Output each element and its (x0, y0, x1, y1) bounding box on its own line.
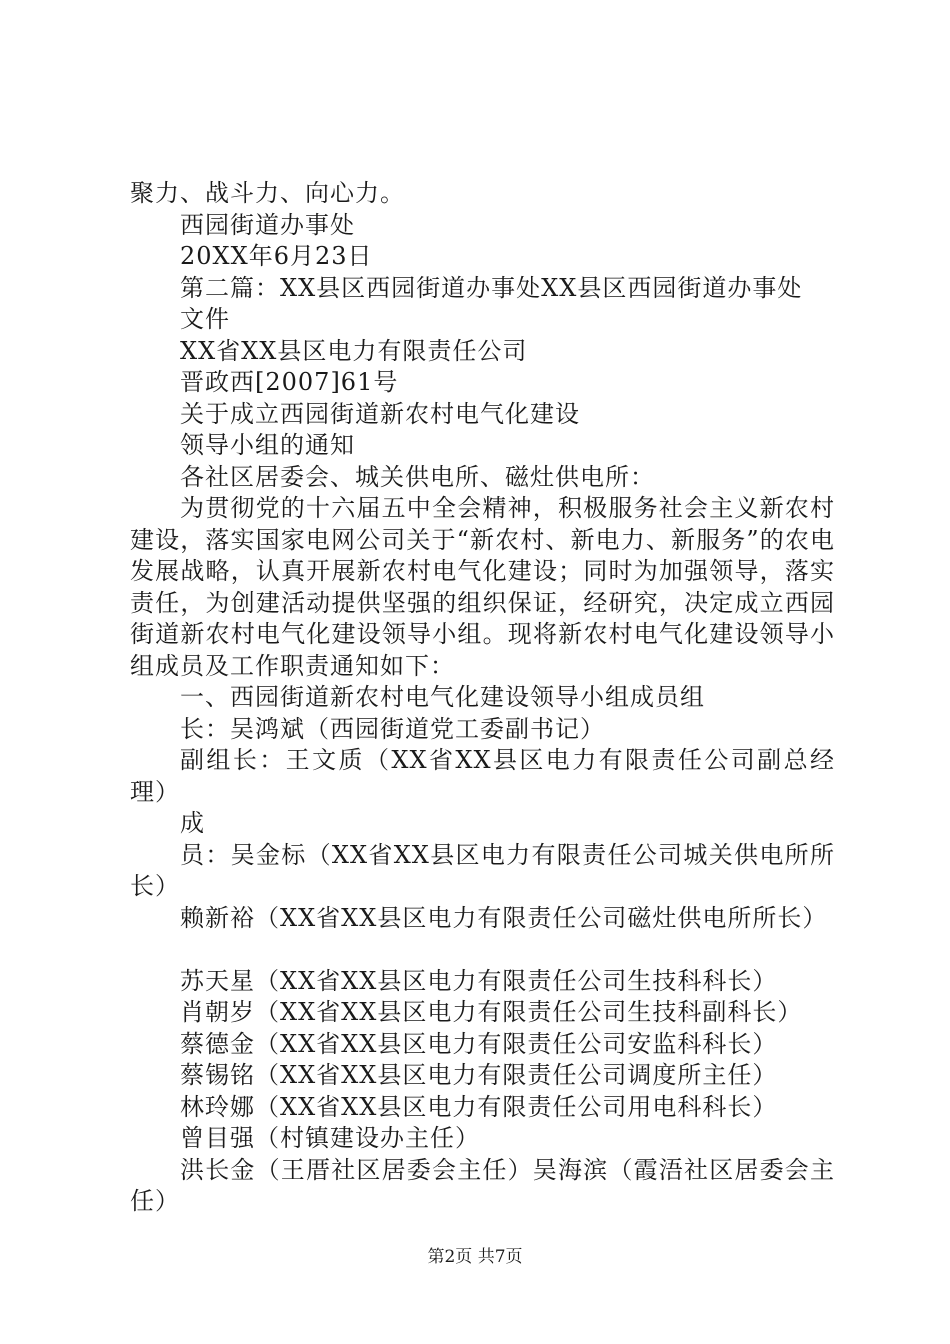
paragraph: 成 (180, 809, 205, 837)
page-footer: 第2页 共7页 (427, 1247, 523, 1267)
paragraph: 赖新裕（XX省XX县区电力有限责任公司磁灶供电所所长） (180, 903, 828, 932)
paragraph: 文件 (180, 305, 230, 333)
blank-line (130, 934, 835, 966)
paragraph: 长：吴鸿斌（西园街道党工委副书记） (180, 714, 605, 743)
paragraph: 20XX年6月23日 (180, 242, 373, 270)
paragraph: 蔡德金（XX省XX县区电力有限责任公司安监科科长） (180, 1029, 778, 1058)
paragraph: 关于成立西园街道新农村电气化建设 (180, 399, 580, 428)
paragraph: XX省XX县区电力有限责任公司 (180, 336, 528, 365)
paragraph: 洪长金（王厝社区居委会主任）吴海滨（霞浯社区居委会主任） (130, 1155, 835, 1215)
paragraph: 员：吴金标（XX省XX县区电力有限责任公司城关供电所所长） (130, 840, 835, 900)
paragraph: 一、西园街道新农村电气化建设领导小组成员组 (180, 683, 705, 711)
paragraph: 林玲娜（XX省XX县区电力有限责任公司用电科科长） (180, 1092, 778, 1121)
paragraph: 领导小组的通知 (180, 431, 355, 459)
paragraph: 蔡锡铭（XX省XX县区电力有限责任公司调度所主任） (180, 1061, 778, 1089)
paragraph: 苏天星（XX省XX县区电力有限责任公司生技科科长） (180, 966, 778, 995)
paragraph: 聚力、战斗力、向心力。 (130, 179, 405, 207)
paragraph: 肖朝岁（XX省XX县区电力有限责任公司生技科副科长） (180, 998, 803, 1026)
paragraph: 晋政西[2007]61号 (180, 368, 399, 396)
paragraph: 第二篇：XX县区西园街道办事处XX县区西园街道办事处 (180, 273, 803, 302)
paragraph: 西园街道办事处 (180, 210, 355, 239)
paragraph: 各社区居委会、城关供电所、磁灶供电所： (180, 462, 655, 491)
paragraph: 曾目强（村镇建设办主任） (180, 1124, 480, 1152)
document-body (130, 178, 835, 1218)
paragraph: 为贯彻党的十六届五中全会精神，积极服务社会主义新农村建设，落实国家电网公司关于“新农村、新电力、新服务”的农电发展战略，认真开展新农村电气化建设；同时为加强领导，落实责任，为创建活动提供坚强的组织保证，经研究，决定成立西园街道新农村电气化建设领导小组。现将新农村电气化建设领导小组成员及工作职责通知如下： (130, 494, 835, 680)
paragraph: 副组长：王文质（XX省XX县区电力有限责任公司副总经理） (130, 746, 835, 806)
